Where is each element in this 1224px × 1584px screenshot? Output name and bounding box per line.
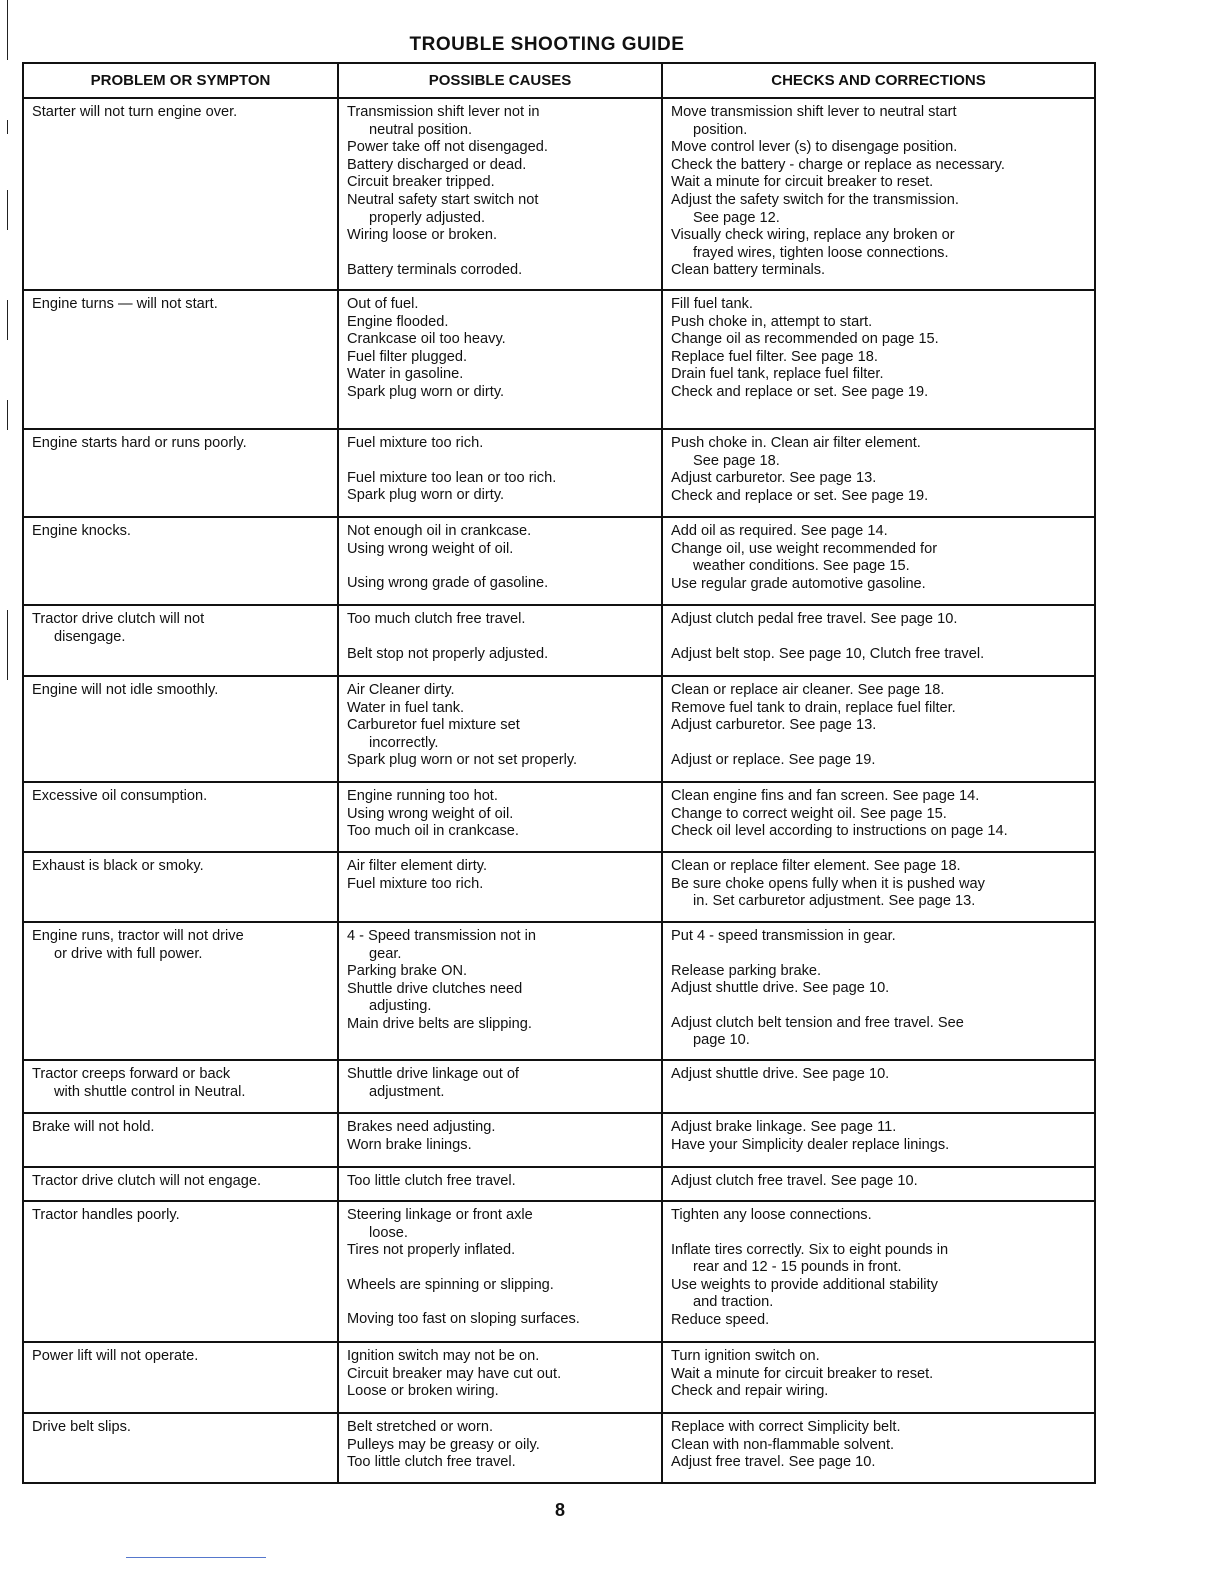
margin-mark <box>7 120 8 134</box>
correction-line: Clean or replace filter element. See page 18. <box>671 858 961 874</box>
cause-line: Engine flooded. <box>347 313 449 330</box>
correction-line: Release parking brake. <box>671 962 822 979</box>
cause-line: properly adjusted. <box>369 209 486 226</box>
correction-line: Drain fuel tank, replace fuel filter. <box>671 366 884 383</box>
footer-rule <box>126 1557 266 1558</box>
correction-line: Adjust carburetor. See page 13. <box>671 717 877 734</box>
problem-cell <box>23 1342 338 1413</box>
cause-line: Water in fuel tank. <box>347 699 465 716</box>
possible-causes-cell <box>338 1342 662 1413</box>
checks-corrections-cell <box>662 1413 1095 1483</box>
table-row <box>23 1201 1095 1342</box>
cause-line: Out of fuel. <box>347 296 419 312</box>
problem-cell <box>23 429 338 517</box>
table-row <box>23 605 1095 676</box>
correction-line: Wait a minute for circuit breaker to reset. <box>671 1365 934 1382</box>
table-row <box>23 517 1095 605</box>
cause-line: Main drive belts are slipping. <box>347 1015 532 1032</box>
possible-causes-cell <box>338 98 662 290</box>
correction-line: Move transmission shift lever to neutral start <box>671 104 957 120</box>
checks-corrections-cell <box>662 676 1095 782</box>
cause-line: Fuel mixture too rich. <box>347 435 484 451</box>
problem-text-continued: with shuttle control in Neutral. <box>54 1083 246 1100</box>
correction-line: Adjust carburetor. See page 13. <box>671 470 877 487</box>
cause-line: Shuttle drive linkage out of <box>347 1066 519 1082</box>
correction-line: Check oil level according to instructions on page 14. <box>671 823 1008 840</box>
cause-line: Air filter element dirty. <box>347 858 488 874</box>
correction-line: Remove fuel tank to drain, replace fuel filter. <box>671 699 956 716</box>
correction-line: Adjust or replace. See page 19. <box>671 751 876 768</box>
checks-corrections-cell <box>662 517 1095 605</box>
problem-cell <box>23 1201 338 1342</box>
problem-text: Tractor drive clutch will not <box>32 611 205 627</box>
margin-mark <box>7 610 8 680</box>
problem-cell <box>23 922 338 1060</box>
problem-cell <box>23 517 338 605</box>
problem-cell <box>23 1060 338 1113</box>
correction-line: Change to correct weight oil. See page 15. <box>671 805 947 822</box>
table-row <box>23 1060 1095 1113</box>
column-header-problem: PROBLEM OR SYMPTON <box>23 63 338 98</box>
correction-line: Put 4 - speed transmission in gear. <box>671 928 896 944</box>
table-header-row <box>23 63 1095 98</box>
correction-line: Replace fuel filter. See page 18. <box>671 348 878 365</box>
table-row <box>23 922 1095 1060</box>
correction-line: Use regular grade automotive gasoline. <box>671 575 926 592</box>
table-row <box>23 852 1095 922</box>
cause-line: Crankcase oil too heavy. <box>347 331 506 348</box>
checks-corrections-cell <box>662 1167 1095 1201</box>
problem-text: Drive belt slips. <box>32 1419 131 1435</box>
correction-line: Check the battery - charge or replace as necessary. <box>671 156 1005 173</box>
table-row <box>23 1167 1095 1201</box>
cause-line: Engine running too hot. <box>347 788 498 804</box>
problem-text: Tractor handles poorly. <box>32 1207 180 1223</box>
correction-line: Adjust brake linkage. See page 11. <box>671 1119 897 1135</box>
problem-cell <box>23 782 338 852</box>
cause-line: Belt stop not properly adjusted. <box>347 645 549 662</box>
correction-line: Adjust clutch belt tension and free travel. See <box>671 1014 964 1031</box>
correction-line: rear and 12 - 15 pounds in front. <box>693 1259 902 1276</box>
cause-line: Pulleys may be greasy or oily. <box>347 1436 540 1453</box>
correction-line: weather conditions. See page 15. <box>693 558 910 575</box>
problem-text-continued: or drive with full power. <box>54 945 203 962</box>
cause-line: adjustment. <box>369 1083 445 1100</box>
correction-line: Adjust shuttle drive. See page 10. <box>671 980 890 997</box>
cause-line: Shuttle drive clutches need <box>347 980 523 997</box>
cause-line: Power take off not disengaged. <box>347 139 548 156</box>
cause-line: Ignition switch may not be on. <box>347 1348 540 1364</box>
cause-line: Fuel filter plugged. <box>347 348 468 365</box>
cause-line: Brakes need adjusting. <box>347 1119 496 1135</box>
table-row <box>23 290 1095 429</box>
correction-line: Be sure choke opens fully when it is pushed way <box>671 875 985 892</box>
checks-corrections-cell <box>662 852 1095 922</box>
correction-line: Adjust free travel. See page 10. <box>671 1454 876 1471</box>
problem-cell <box>23 98 338 290</box>
possible-causes-cell <box>338 1167 662 1201</box>
checks-corrections-cell <box>662 605 1095 676</box>
cause-line: Steering linkage or front axle <box>347 1207 533 1223</box>
problem-text: Engine runs, tractor will not drive <box>32 928 244 944</box>
problem-text: Excessive oil consumption. <box>32 788 208 804</box>
trouble-shooting-table <box>22 62 1096 1484</box>
correction-line: frayed wires, tighten loose connections. <box>693 244 949 261</box>
table-row <box>23 1413 1095 1483</box>
correction-line: Have your Simplicity dealer replace linings. <box>671 1136 950 1153</box>
column-header-causes: POSSIBLE CAUSES <box>338 63 662 98</box>
margin-mark <box>7 400 8 430</box>
checks-corrections-cell <box>662 290 1095 429</box>
correction-line: Use weights to provide additional stability <box>671 1276 938 1293</box>
correction-line: in. Set carburetor adjustment. See page 13. <box>693 893 976 910</box>
cause-line: gear. <box>369 945 402 962</box>
correction-line: Adjust belt stop. See page 10, Clutch free travel. <box>671 645 985 662</box>
problem-text: Engine will not idle smoothly. <box>32 682 219 698</box>
cause-line: Not enough oil in crankcase. <box>347 523 532 539</box>
cause-line: Battery terminals corroded. <box>347 261 523 278</box>
correction-line: Change oil as recommended on page 15. <box>671 331 939 348</box>
cause-line: Spark plug worn or not set properly. <box>347 752 578 769</box>
cause-line: Spark plug worn or dirty. <box>347 383 505 400</box>
correction-line: Visually check wiring, replace any broken or <box>671 227 955 244</box>
correction-line: page 10. <box>693 1032 750 1049</box>
table-row <box>23 782 1095 852</box>
checks-corrections-cell <box>662 1342 1095 1413</box>
correction-line: Turn ignition switch on. <box>671 1348 820 1364</box>
correction-line: Adjust clutch pedal free travel. See page 10. <box>671 611 958 627</box>
cause-line: Transmission shift lever not in <box>347 104 540 120</box>
checks-corrections-cell <box>662 1113 1095 1167</box>
cause-line: Using wrong weight of oil. <box>347 805 514 822</box>
cause-line: Tires not properly inflated. <box>347 1242 516 1259</box>
possible-causes-cell <box>338 517 662 605</box>
cause-line: incorrectly. <box>369 734 439 751</box>
correction-line: Adjust clutch free travel. See page 10. <box>671 1173 918 1189</box>
possible-causes-cell <box>338 676 662 782</box>
table-row <box>23 1113 1095 1167</box>
correction-line: Adjust shuttle drive. See page 10. <box>671 1066 890 1082</box>
cause-line: Water in gasoline. <box>347 366 464 383</box>
table-row <box>23 98 1095 290</box>
correction-line: Clean battery terminals. <box>671 262 826 279</box>
correction-line: Wait a minute for circuit breaker to reset. <box>671 174 934 191</box>
table-row <box>23 429 1095 517</box>
table-row <box>23 676 1095 782</box>
problem-text: Exhaust is black or smoky. <box>32 858 204 874</box>
correction-line: Tighten any loose connections. <box>671 1207 872 1223</box>
possible-causes-cell <box>338 1060 662 1113</box>
correction-line: Adjust the safety switch for the transmission. <box>671 191 959 208</box>
cause-line: Using wrong weight of oil. <box>347 540 514 557</box>
cause-line: Too little clutch free travel. <box>347 1173 516 1189</box>
correction-line: Add oil as required. See page 14. <box>671 523 888 539</box>
possible-causes-cell <box>338 852 662 922</box>
correction-line: Clean engine fins and fan screen. See page 14. <box>671 788 980 804</box>
cause-line: Circuit breaker may have cut out. <box>347 1365 562 1382</box>
page-number: 8 <box>554 1500 565 1520</box>
cause-line: Air Cleaner dirty. <box>347 682 455 698</box>
problem-text: Starter will not turn engine over. <box>32 104 238 120</box>
cause-line: 4 - Speed transmission not in <box>347 928 537 944</box>
correction-line: Check and replace or set. See page 19. <box>671 487 929 504</box>
cause-line: Worn brake linings. <box>347 1136 472 1153</box>
problem-text-continued: disengage. <box>54 628 126 645</box>
problem-text: Tractor creeps forward or back <box>32 1066 231 1082</box>
cause-line: Too much oil in crankcase. <box>347 823 519 840</box>
checks-corrections-cell <box>662 1201 1095 1342</box>
cause-line: Too much clutch free travel. <box>347 611 526 627</box>
cause-line: Belt stretched or worn. <box>347 1419 494 1435</box>
correction-line: Push choke in, attempt to start. <box>671 313 873 330</box>
possible-causes-cell <box>338 429 662 517</box>
margin-mark <box>7 190 8 230</box>
checks-corrections-cell <box>662 782 1095 852</box>
cause-line: Spark plug worn or dirty. <box>347 487 505 504</box>
problem-text: Engine turns — will not start. <box>32 296 218 312</box>
problem-text: Power lift will not operate. <box>32 1348 199 1364</box>
possible-causes-cell <box>338 1413 662 1483</box>
cause-line: loose. <box>369 1224 408 1241</box>
cause-line: Circuit breaker tripped. <box>347 174 495 191</box>
correction-line: Move control lever (s) to disengage position. <box>671 139 958 156</box>
correction-line: Inflate tires correctly. Six to eight pounds in <box>671 1241 949 1258</box>
cause-line: Parking brake ON. <box>347 963 468 980</box>
possible-causes-cell <box>338 605 662 676</box>
checks-corrections-cell <box>662 429 1095 517</box>
possible-causes-cell <box>338 1201 662 1342</box>
correction-line: position. <box>693 121 748 138</box>
correction-line: Clean with non-flammable solvent. <box>671 1436 895 1453</box>
cause-line: Loose or broken wiring. <box>347 1383 499 1400</box>
cause-line: Fuel mixture too rich. <box>347 875 484 892</box>
correction-line: See page 18. <box>693 452 780 469</box>
correction-line: Check and replace or set. See page 19. <box>671 383 929 400</box>
possible-causes-cell <box>338 290 662 429</box>
possible-causes-cell <box>338 782 662 852</box>
cause-line: Wheels are spinning or slipping. <box>347 1276 554 1293</box>
problem-cell <box>23 1167 338 1201</box>
correction-line: Reduce speed. <box>671 1311 770 1328</box>
cause-line: neutral position. <box>369 121 473 138</box>
problem-text: Engine starts hard or runs poorly. <box>32 435 247 451</box>
checks-corrections-cell <box>662 1060 1095 1113</box>
page-title: TROUBLE SHOOTING GUIDE <box>409 34 685 55</box>
problem-cell <box>23 605 338 676</box>
cause-line: Wiring loose or broken. <box>347 227 498 244</box>
correction-line: See page 12. <box>693 209 780 226</box>
table-row <box>23 1342 1095 1413</box>
problem-text: Brake will not hold. <box>32 1119 155 1135</box>
checks-corrections-cell <box>662 98 1095 290</box>
checks-corrections-cell <box>662 922 1095 1060</box>
table-body <box>23 98 1095 1483</box>
problem-cell <box>23 676 338 782</box>
correction-line: Replace with correct Simplicity belt. <box>671 1419 901 1435</box>
problem-text: Engine knocks. <box>32 523 131 539</box>
problem-cell <box>23 1413 338 1483</box>
cause-line: Moving too fast on sloping surfaces. <box>347 1311 580 1328</box>
correction-line: Change oil, use weight recommended for <box>671 540 938 557</box>
cause-line: Fuel mixture too lean or too rich. <box>347 469 557 486</box>
column-header-checks: CHECKS AND CORRECTIONS <box>662 63 1095 98</box>
margin-mark <box>7 300 8 340</box>
problem-cell <box>23 852 338 922</box>
correction-line: Fill fuel tank. <box>671 296 753 312</box>
cause-line: Too little clutch free travel. <box>347 1454 516 1471</box>
cause-line: Battery discharged or dead. <box>347 156 527 173</box>
problem-cell <box>23 290 338 429</box>
cause-line: Neutral safety start switch not <box>347 191 539 208</box>
correction-line: Clean or replace air cleaner. See page 18. <box>671 682 945 698</box>
correction-line: Push choke in. Clean air filter element. <box>671 435 921 451</box>
cause-line: Using wrong grade of gasoline. <box>347 575 549 592</box>
correction-line: Check and repair wiring. <box>671 1383 829 1400</box>
problem-cell <box>23 1113 338 1167</box>
possible-causes-cell <box>338 922 662 1060</box>
correction-line: and traction. <box>693 1294 774 1311</box>
problem-text: Tractor drive clutch will not engage. <box>32 1173 262 1189</box>
cause-line: Carburetor fuel mixture set <box>347 717 520 734</box>
possible-causes-cell <box>338 1113 662 1167</box>
cause-line: adjusting. <box>369 998 432 1015</box>
